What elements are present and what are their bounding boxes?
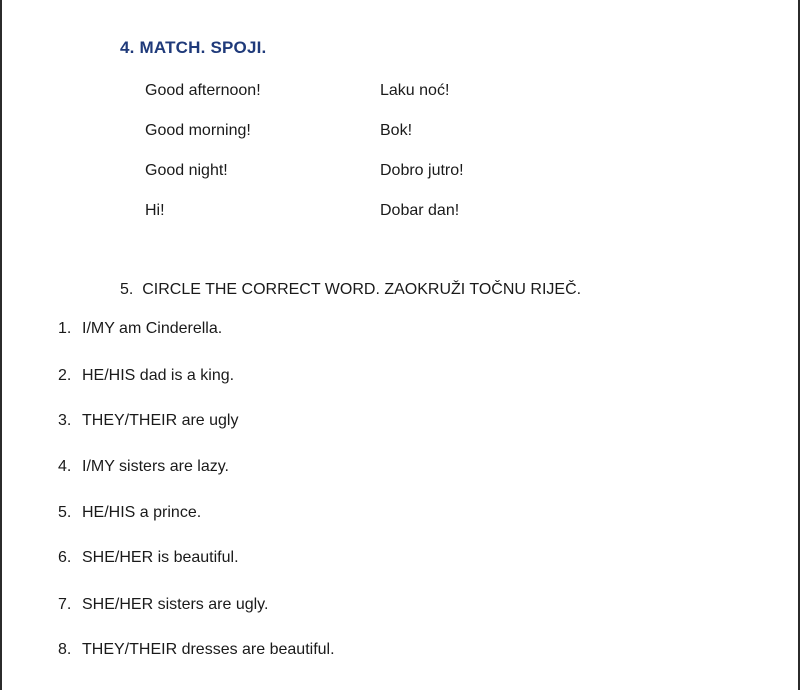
sentence-text: SHE/HER sisters are ugly.	[82, 596, 269, 613]
section-5-title-text: 5. CIRCLE THE CORRECT WORD. ZAOKRUŽI TOČNU RIJEČ.	[120, 281, 582, 298]
match-row	[145, 122, 545, 144]
sentence-number: 7.	[58, 596, 72, 613]
section-5-title	[120, 281, 581, 299]
sentence-text: I/MY sisters are lazy.	[82, 458, 229, 475]
sentence-number: 5.	[58, 504, 72, 521]
sentence-text: SHE/HER is beautiful.	[82, 549, 239, 566]
match-row	[145, 202, 545, 224]
match-row	[145, 162, 545, 184]
match-croatian-phrase: Dobro jutro!	[380, 162, 464, 179]
sentence-number: 1.	[58, 320, 72, 337]
match-row	[145, 82, 545, 104]
page-border-left	[0, 0, 2, 690]
sentence-text: I/MY am Cinderella.	[82, 320, 223, 337]
sentence-number: 6.	[58, 549, 72, 566]
match-croatian-phrase: Laku noć!	[380, 82, 450, 99]
match-english-phrase: Good night!	[145, 162, 228, 179]
sentence-number: 8.	[58, 641, 72, 658]
sentence-number: 4.	[58, 458, 72, 475]
match-croatian-phrase: Dobar dan!	[380, 202, 460, 219]
sentence-text: HE/HIS dad is a king.	[82, 367, 235, 384]
match-english-phrase: Good morning!	[145, 122, 251, 139]
sentence-text: HE/HIS a prince.	[82, 504, 202, 521]
section-4-title: 4. MATCH. SPOJI.	[120, 38, 267, 57]
sentence-number: 3.	[58, 412, 72, 429]
sentence-text: THEY/THEIR are ugly	[82, 412, 239, 429]
match-english-phrase: Good afternoon!	[145, 82, 261, 99]
sentence-number: 2.	[58, 367, 72, 384]
match-english-phrase: Hi!	[145, 202, 165, 219]
sentence-text: THEY/THEIR dresses are beautiful.	[82, 641, 335, 658]
match-croatian-phrase: Bok!	[380, 122, 413, 139]
